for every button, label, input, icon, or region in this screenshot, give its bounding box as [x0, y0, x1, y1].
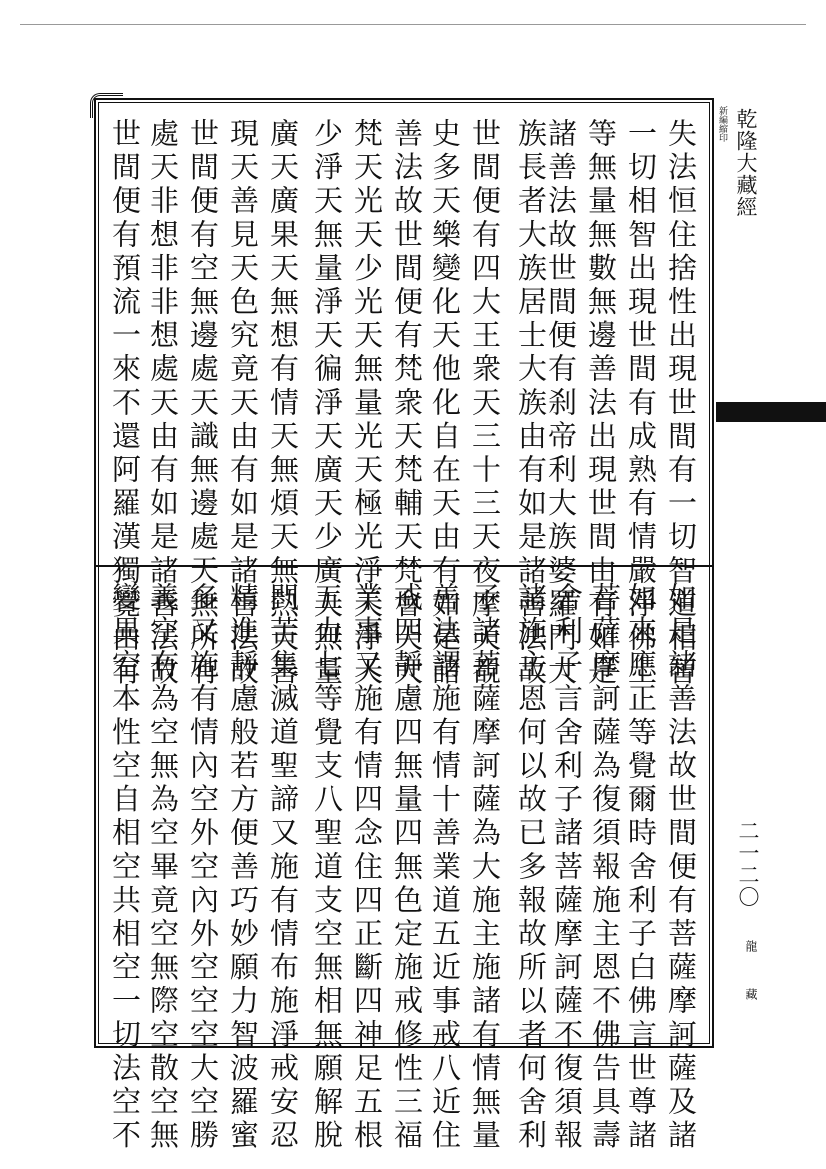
upper-column: 一切相智出現世間有成熟有情嚴淨佛土 [624, 118, 658, 690]
lower-column: 如來應正等覺爾時舍利子白佛言世尊諸 [624, 582, 658, 1154]
upper-column: 族長者大族居士大族由有如是諸善法故 [514, 118, 548, 690]
top-rule [20, 24, 806, 25]
lower-column: 義空有為空無為空畢竟空無際空散空無 [146, 582, 180, 1154]
lower-column: 變異空本性空自相空共相空一切法空不 [108, 582, 142, 1154]
upper-column: 少淨天無量淨天徧淨天廣天少廣天無量 [310, 118, 344, 690]
page-edge-tab [716, 402, 826, 422]
upper-column: 等無量無數無邊善法出現世間由有如是 [584, 118, 618, 690]
lower-column: 菩薩摩訶薩為復須報施主恩不佛告具壽 [588, 582, 622, 1154]
upper-column: 梵天光天少光天無量光天極光淨天淨天 [350, 118, 384, 690]
footer-label: 龍藏 [744, 940, 758, 1036]
upper-column: 現天善見天色究竟天由有如是諸善法故 [226, 118, 260, 690]
upper-column: 失法恒住捨性出現世間有一切智道相智 [664, 118, 698, 690]
lower-column: 子諸菩薩摩訶薩為大施主施諸有情無量 [468, 582, 502, 1154]
lower-column: 戒四靜慮四無量四無色定施戒修性三福 [390, 582, 424, 1154]
upper-column: 世間便有空無邊處天識無邊處天無所有 [186, 118, 220, 690]
upper-column: 善法故世間便有梵衆天梵輔天梵會天大 [390, 118, 424, 690]
lower-column: 精進靜慮般若方便善巧妙願力智波羅蜜 [226, 582, 260, 1154]
corner-ornament-icon [90, 93, 123, 118]
upper-column: 世間便有四大王衆天三十三天夜摩天覩 [468, 118, 502, 690]
upper-column: 廣天廣果天無想有情天無煩天無熱天善 [266, 118, 300, 690]
lower-column: 如是諸善法故世間便有菩薩摩訶薩及諸 [664, 582, 698, 1154]
collection-title: 乾隆大藏經 [734, 108, 758, 218]
lower-column: 善法謂施有情十善業道五近事戒八近住 [428, 582, 462, 1154]
upper-column: 諸善法故世間便有刹帝利大族婆羅門大 [544, 118, 578, 690]
upper-column: 世間便有預流一來不還阿羅漢獨覺由有 [108, 118, 142, 690]
page-number: 二一二〇 [736, 820, 760, 908]
lower-column: 五力七等覺支八聖道支空無相無願解脫 [310, 582, 344, 1154]
lower-column: 舍利子言舍利子諸菩薩摩訶薩不復須報 [550, 582, 584, 1154]
edition-label: 新編縮印 [717, 106, 727, 142]
upper-column: 史多天樂變化天他化自在天由有如是諸 [428, 118, 462, 690]
upper-column: 處天非想非非想處天由有如是諸善法故 [146, 118, 180, 690]
lower-column: 門苦集滅道聖諦又施有情布施淨戒安忍 [266, 582, 300, 1154]
lower-column: 多又施有情內空外空內外空空空大空勝 [186, 582, 220, 1154]
lower-column: 業事又施有情四念住四正斷四神足五根 [350, 582, 384, 1154]
lower-column: 諸施主恩何以故已多報故所以者何舍利 [514, 582, 548, 1154]
